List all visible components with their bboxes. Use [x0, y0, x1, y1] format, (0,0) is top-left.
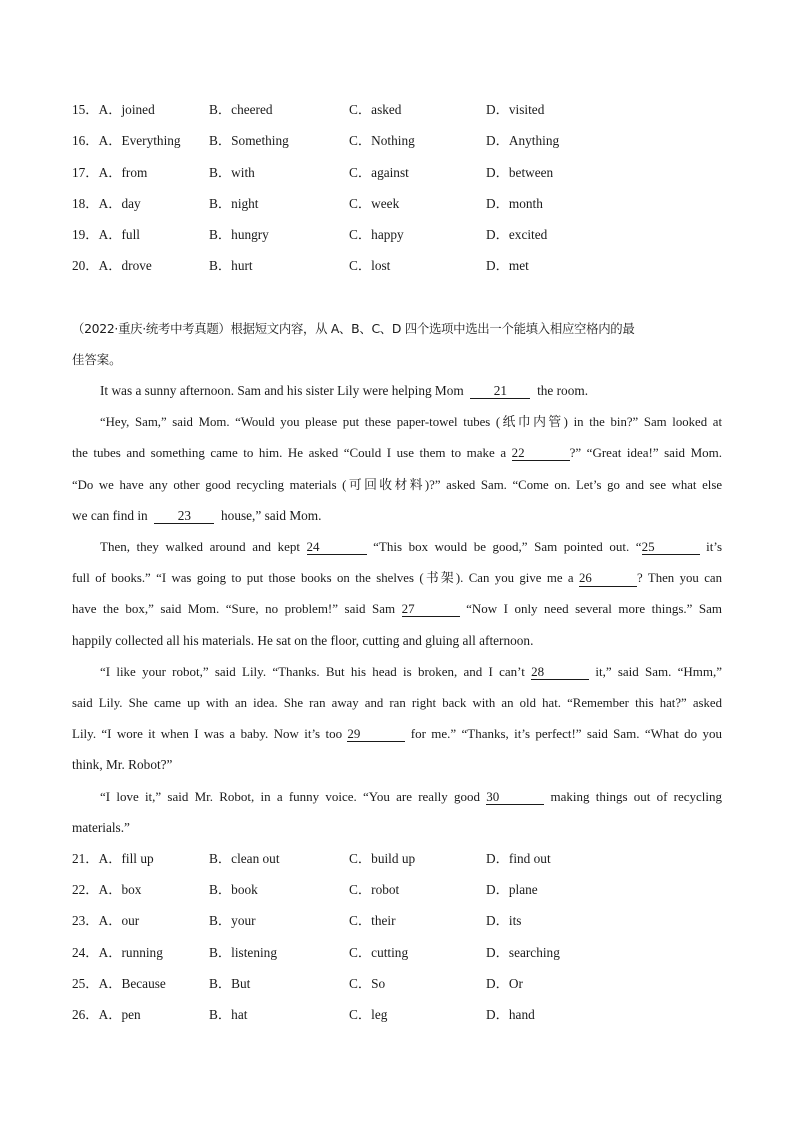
passage-line: “Hey, Sam,” said Mom. “Would you please put these paper-towel tubes (纸巾内管) in the bin?” Sam looked at [100, 415, 722, 429]
option-c: C．cutting [349, 945, 409, 960]
option-d: D．between [486, 165, 554, 180]
passage-line: materials.” [72, 820, 130, 835]
option-b: B．your [209, 913, 256, 928]
option-d: D．its [486, 913, 522, 928]
option-c: C．robot [349, 882, 400, 897]
section-heading: （2022·重庆·统考中考真题）根据短文内容，从 A、B、C、D 四个选项中选出一个能填入相应空格内的最 [72, 321, 635, 336]
option-d: D．find out [486, 851, 551, 866]
option-b: B．hat [209, 1007, 248, 1022]
option-b: B．cheered [209, 102, 273, 117]
blank-26: 26 [579, 571, 637, 587]
question-number: 18．A．day [72, 196, 141, 211]
passage-line: we can find in 23 house,” said Mom. [72, 508, 322, 523]
question-number: 17．A．from [72, 165, 148, 180]
option-d: D．Anything [486, 133, 560, 148]
option-d: D．plane [486, 882, 538, 897]
option-d: D．searching [486, 945, 560, 960]
blank-24: 24 [307, 539, 367, 555]
passage-line: full of books.” “I was going to put those books on the shelves (书架). Can you give me a 26 ? Then you can [72, 571, 722, 585]
option-b: B．hurt [209, 258, 253, 273]
blank-23: 23 [154, 508, 214, 524]
option-d: D．excited [486, 227, 548, 242]
blank-22: 22 [512, 445, 570, 461]
question-number: 24．A．running [72, 945, 163, 960]
question-number: 19．A．full [72, 227, 140, 242]
option-d: D．month [486, 196, 543, 211]
blank-25: 25 [642, 539, 700, 555]
option-c: C．asked [349, 102, 402, 117]
option-c: C．their [349, 913, 396, 928]
question-number: 23．A．our [72, 913, 140, 928]
passage-line: happily collected all his materials. He sat on the floor, cutting and gluing all afternoon. [72, 633, 534, 648]
section-heading-cont: 佳答案。 [72, 352, 122, 367]
passage-line: think, Mr. Robot?” [72, 757, 173, 772]
blank-21: 21 [470, 383, 530, 399]
option-c: C．Nothing [349, 133, 415, 148]
question-number: 26．A．pen [72, 1007, 141, 1022]
passage-line: Then, they walked around and kept 24 “This box would be good,” Sam pointed out. “25 it’s [100, 539, 723, 554]
option-c: C．So [349, 976, 386, 991]
question-number: 21．A．fill up [72, 851, 154, 866]
blank-27: 27 [402, 601, 460, 617]
question-number: 22．A．box [72, 882, 142, 897]
option-c: C．week [349, 196, 400, 211]
option-c: C．against [349, 165, 409, 180]
option-c: C．lost [349, 258, 391, 273]
option-c: C．happy [349, 227, 404, 242]
option-b: B．book [209, 882, 258, 897]
option-c: C．build up [349, 851, 416, 866]
passage-line: said Lily. She came up with an idea. She ran away and ran right back with an old hat. “Remember this hat?” asked [72, 696, 722, 710]
question-number: 20．A．drove [72, 258, 152, 273]
option-b: B．listening [209, 945, 277, 960]
option-d: D．Or [486, 976, 523, 991]
passage-line: “Do we have any other good recycling materials (可回收材料)?” asked Sam. “Come on. Let’s go and see what else [72, 478, 722, 492]
blank-28: 28 [531, 664, 589, 680]
passage-line: Lily. “I wore it when I was a baby. Now it’s too 29 for me.” “Thanks, it’s perfect!” said Sam. “What do you [72, 726, 722, 741]
option-d: D．hand [486, 1007, 535, 1022]
option-d: D．met [486, 258, 529, 273]
passage-line: the tubes and something came to him. He asked “Could I use them to make a 22 ?” “Great idea!” said Mom. [72, 445, 723, 460]
option-b: B．Something [209, 133, 289, 148]
blank-30: 30 [486, 789, 544, 805]
passage-line: have the box,” said Mom. “Sure, no problem!” said Sam 27 “Now I only need several more things.” Sam [72, 601, 722, 616]
option-b: B．But [209, 976, 251, 991]
blank-29: 29 [347, 726, 405, 742]
question-number: 15．A．joined [72, 102, 155, 117]
passage-line: It was a sunny afternoon. Sam and his sister Lily were helping Mom 21 the room. [100, 383, 589, 398]
passage-line: “I love it,” said Mr. Robot, in a funny voice. “You are really good 30 making things out of recycling [100, 789, 722, 804]
passage-line: “I like your robot,” said Lily. “Thanks. But his head is broken, and I can’t 28 it,” said Sam. “Hmm,” [100, 664, 723, 679]
option-b: B．clean out [209, 851, 280, 866]
option-d: D．visited [486, 102, 545, 117]
option-b: B．hungry [209, 227, 269, 242]
option-b: B．night [209, 196, 259, 211]
question-number: 25．A．Because [72, 976, 166, 991]
option-b: B．with [209, 165, 255, 180]
question-number: 16．A．Everything [72, 133, 181, 148]
option-c: C．leg [349, 1007, 388, 1022]
